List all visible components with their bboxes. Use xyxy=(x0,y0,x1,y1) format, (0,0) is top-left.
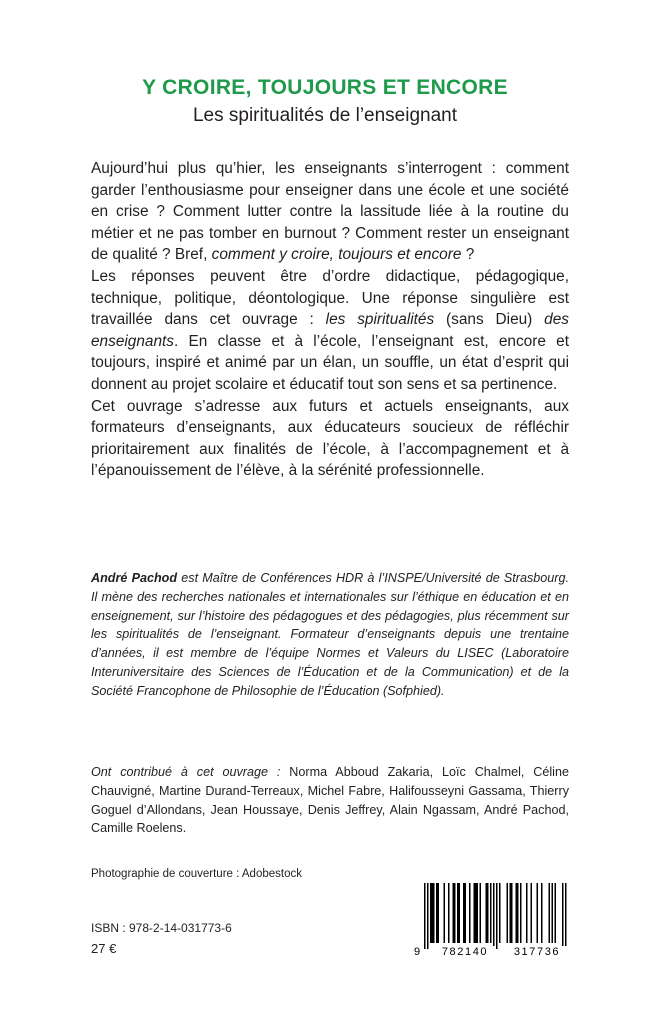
summary-paragraph-3: Cet ouvrage s’adresse aux futurs et actuels enseignants, aux formateurs d’enseignants, aux éducateurs soucieux de réfléchir prioritairement aux finalités de l’école, à l’accompagnement et à l’épanouissement de l’élève, à la sérénité professionnelle. xyxy=(91,397,569,480)
book-subtitle: Les spiritualités de l’enseignant xyxy=(192,105,458,126)
barcode-left-group: 782140 xyxy=(434,946,496,958)
barcode-bar xyxy=(499,883,501,943)
contributors-names: Norma Abboud Zakaria, Loïc Chalmel, Céline Chauvigné, Martine Durand-Terreaux, Michel Fabre, Halifousseyni Gassama, Thierry Goguel d’Allondans, Jean Houssaye, Denis Jeffrey, Alain Ngassam, André Pachod, Camille Roelens. xyxy=(91,765,569,836)
summary-text: (sans Dieu) xyxy=(434,311,545,329)
barcode-guard-bar xyxy=(496,883,498,949)
barcode-bar xyxy=(490,883,492,943)
barcode-bar xyxy=(487,883,489,943)
barcode-bars xyxy=(414,883,574,949)
summary-italic: comment y croire, toujours et encore xyxy=(211,246,462,264)
summary-text: . En classe et à l’école, l’enseignant est, encore et toujours, inspiré et animé par un élan, un souffle, un état d’esprit qui donnent au projet scolaire et éducatif tout son sens et sa pertinence. xyxy=(91,332,569,393)
barcode-bar xyxy=(477,883,479,943)
summary-paragraph-2 xyxy=(91,266,569,396)
summary-italic: des enseignants xyxy=(91,311,569,350)
barcode-bar xyxy=(552,883,554,943)
barcode-bar xyxy=(430,883,432,943)
contributors-label: Ont contribué à cet ouvrage : xyxy=(91,765,281,779)
barcode-bar xyxy=(448,883,450,943)
barcode-bar xyxy=(516,883,518,943)
summary-paragraph-1 xyxy=(91,158,569,266)
barcode-bar xyxy=(433,883,435,943)
barcode-bar xyxy=(549,883,551,943)
contributors xyxy=(91,763,569,838)
barcode-bar xyxy=(517,883,519,943)
barcode-bar xyxy=(438,883,440,943)
barcode-bar xyxy=(486,883,488,943)
author-bio xyxy=(91,569,569,701)
barcode-right-group: 317736 xyxy=(506,946,568,958)
barcode-bar xyxy=(457,883,459,943)
summary-text: ? xyxy=(461,246,475,264)
barcode-bar xyxy=(537,883,539,943)
barcode-bar xyxy=(507,883,509,943)
barcode-bar xyxy=(459,883,461,943)
author-bio-text: est Maître de Conférences HDR à l’INSPE/Université de Strasbourg. Il mène des recherches nationales et internationales sur l’éthique en éducation et en enseignement, sur l’histoire des pédagogues et des pédagogies, plus récemment sur les spiritualités de l’enseignant. Formateur d’enseignants depuis une trentaine d’années, il est membre de l’équipe Normes et Valeurs du LISEC (Laboratoire Interuniversitaire des Sciences de l’Éducation et de la Communication) et de la Société Francophone de Philosophie de l’Éducation (Sofphied). xyxy=(91,571,570,698)
barcode-bar xyxy=(520,883,522,943)
barcode-bar xyxy=(474,883,476,943)
barcode-bar xyxy=(526,883,528,943)
barcode-bar xyxy=(453,883,455,943)
barcode-bar xyxy=(511,883,513,943)
book-title: Y CROIRE, TOUJOURS ET ENCORE xyxy=(142,76,508,99)
summary-text: Aujourd’hui plus qu’hier, les enseignants s’interrogent : comment garder l’enthousiasme pour enseigner dans une école et une société en crise ? Comment lutter contre la lassitude liée à la routine du métier et ne pas tomber en burnout ? Comment rester un enseignant de qualité ? Bref, xyxy=(91,160,569,264)
price: 27 € xyxy=(91,941,117,956)
barcode-bar xyxy=(432,883,434,943)
barcode-bar xyxy=(555,883,557,943)
summary-text: Les réponses peuvent être d’ordre didactique, pédagogique, technique, politique, déontologique. Une réponse singulière est travaillée dans cet ouvrage : xyxy=(91,267,569,329)
summary xyxy=(91,158,569,482)
barcode-guard-bar xyxy=(424,883,426,949)
barcode-bar xyxy=(444,883,446,943)
author-name: André Pachod xyxy=(91,571,178,585)
barcode-guard-bar xyxy=(427,883,429,949)
barcode-bar xyxy=(510,883,512,943)
barcode-bar xyxy=(531,883,533,943)
barcode-bar xyxy=(475,883,477,943)
summary-italic: les spiritualités xyxy=(325,311,435,329)
barcode-guard-bar xyxy=(562,883,564,949)
barcode-guard-bar xyxy=(565,883,567,949)
photo-credit: Photographie de couverture : Adobestock xyxy=(91,868,302,880)
barcode-first-digit: 9 xyxy=(414,946,421,958)
barcode-bar xyxy=(480,883,482,943)
barcode-guard-bar xyxy=(493,883,495,949)
barcode-bar xyxy=(541,883,543,943)
barcode-bar xyxy=(436,883,438,943)
barcode-bar xyxy=(469,883,471,943)
barcode-bar xyxy=(465,883,467,943)
barcode-bar xyxy=(454,883,456,943)
isbn: ISBN : 978-2-14-031773-6 xyxy=(91,921,232,935)
barcode-bar xyxy=(463,883,465,943)
barcode-digits xyxy=(414,946,574,962)
